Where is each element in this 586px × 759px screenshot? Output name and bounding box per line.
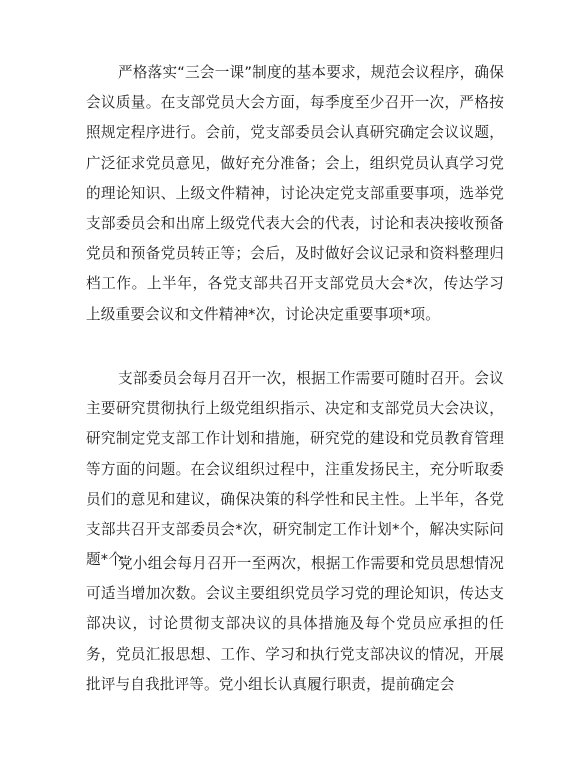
paragraph-party-group-meeting: 党小组会每月召开一至两次，根据工作需要和党员思想情况可适当增加次数。会议主要组织党员学习党的理论知识，传达支部决议，讨论贯彻支部决议的具体措施及每个党员应承担的任务，党员汇报思想、工作、学习和执行党支部决议的情况，开展批评与自我批评等。党小组长认真履行职责，提前确定会: [86, 555, 504, 693]
paragraph-party-members-meeting: 严格落实“三会一课”制度的基本要求，规范会议程序，确保会议质量。在支部党员大会方面，每季度至少召开一次，严格按照规定程序进行。会前，党支部委员会认真研究确定会议议题，广泛征求党员意见，做好充分准备；会上，组织党员认真学习党的理论知识、上级文件精神，讨论决定党支部重要事项，选举党支部委员会和出席上级党代表大会的代表，讨论和表决接收预备党员和预备党员转正等；会后，及时做好会议记录和资料整理归档工作。上半年，各党支部共召开支部党员大会*次，传达学习上级重要会议和文件精神*次，讨论决定重要事项*项。: [86, 64, 504, 323]
paragraph-branch-committee-meeting: 支部委员会每月召开一次，根据工作需要可随时召开。会议主要研究贯彻执行上级党组织指示、决定和支部党员大会决议，研究制定党支部工作计划和措施，研究党的建设和党员教育管理等方面的问题。在会议组织过程中，注重发扬民主，充分听取委员们的意见和建议，确保决策的科学性和民主性。上半年，各党支部共召开支部委员会*次，研究制定工作计划*个，解决实际问题*个。: [86, 370, 504, 569]
